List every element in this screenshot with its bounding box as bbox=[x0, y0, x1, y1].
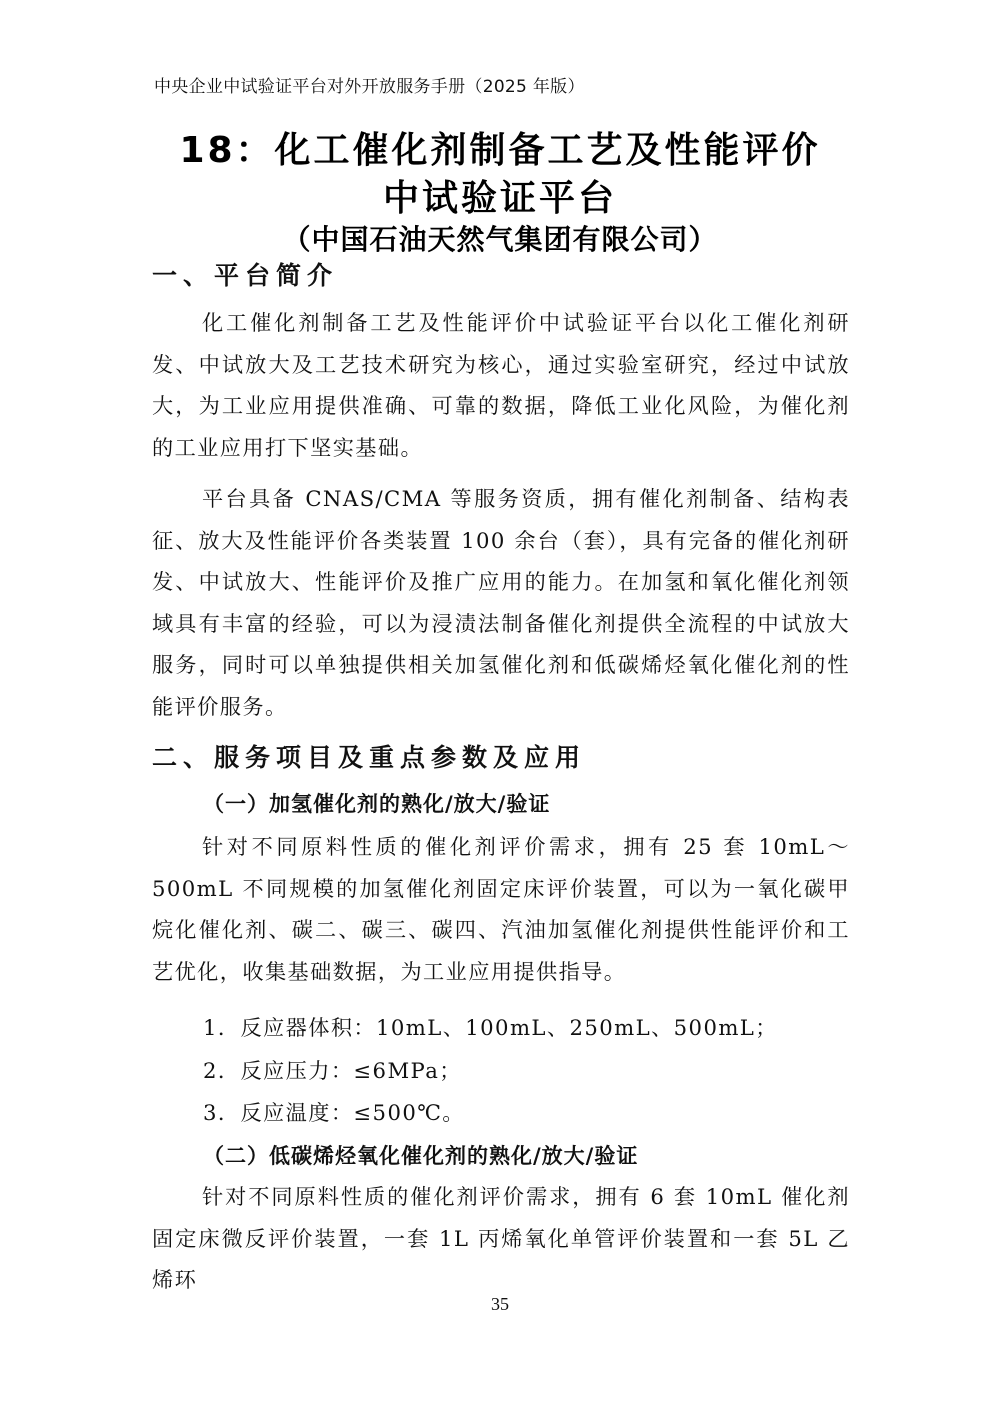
document-organization: （中国石油天然气集团有限公司） bbox=[282, 223, 718, 256]
document-title-line2: 中试验证平台 bbox=[382, 178, 617, 219]
document-title-line1: 18：化工催化剂制备工艺及性能评价 bbox=[179, 130, 821, 171]
param-reactor-volume: 1．反应器体积：10mL、100mL、250mL、500mL； bbox=[203, 1015, 778, 1040]
hydrogenation-paragraph: 针对不同原料性质的催化剂评价需求，拥有 25 套 10mL～500mL 不同规模的加氢催化剂固定床评价装置，可以为一氧化碳甲烷化催化剂、碳二、碳三、碳四、汽油加氢催化剂提供性能评价和工艺优化，收集基础数据，为工业应用提供指导。 bbox=[152, 834, 850, 984]
section-heading-intro: 一、平台简介 bbox=[152, 261, 339, 290]
intro-paragraph-2: 平台具备 CNAS/CMA 等服务资质，拥有催化剂制备、结构表征、放大及性能评价各类装置 100 余台（套），具有完备的催化剂研发、中试放大、性能评价及推广应用的能力。在加氢和氧化催化剂领域具有丰富的经验，可以为浸渍法制备催化剂提供全流程的中试放大服务，同时可以单独提供相关加氢催化剂和低碳烯烃氧化催化剂的性能评价服务。 bbox=[152, 486, 850, 719]
running-header: 中央企业中试验证平台对外开放服务手册（2025 年版） bbox=[154, 77, 585, 97]
intro-paragraph-1: 化工催化剂制备工艺及性能评价中试验证平台以化工催化剂研发、中试放大及工艺技术研究为核心，通过实验室研究，经过中试放大，为工业应用提供准确、可靠的数据，降低工业化风险，为催化剂的工业应用打下坚实基础。 bbox=[152, 310, 850, 460]
param-reaction-temperature: 3．反应温度：≤500℃。 bbox=[203, 1100, 465, 1125]
page-number: 35 bbox=[491, 1294, 509, 1314]
subsection-heading-hydrogenation: （一）加氢催化剂的熟化/放大/验证 bbox=[203, 792, 551, 816]
subsection-heading-oxidation: （二）低碳烯烃氧化催化剂的熟化/放大/验证 bbox=[203, 1144, 639, 1168]
oxidation-paragraph: 针对不同原料性质的催化剂评价需求，拥有 6 套 10mL 催化剂固定床微反评价装置，一套 1L 丙烯氧化单管评价装置和一套 5L 乙烯环 bbox=[152, 1184, 850, 1292]
param-reaction-pressure: 2．反应压力：≤6MPa； bbox=[203, 1058, 462, 1083]
section-heading-services: 二、服务项目及重点参数及应用 bbox=[152, 743, 587, 772]
